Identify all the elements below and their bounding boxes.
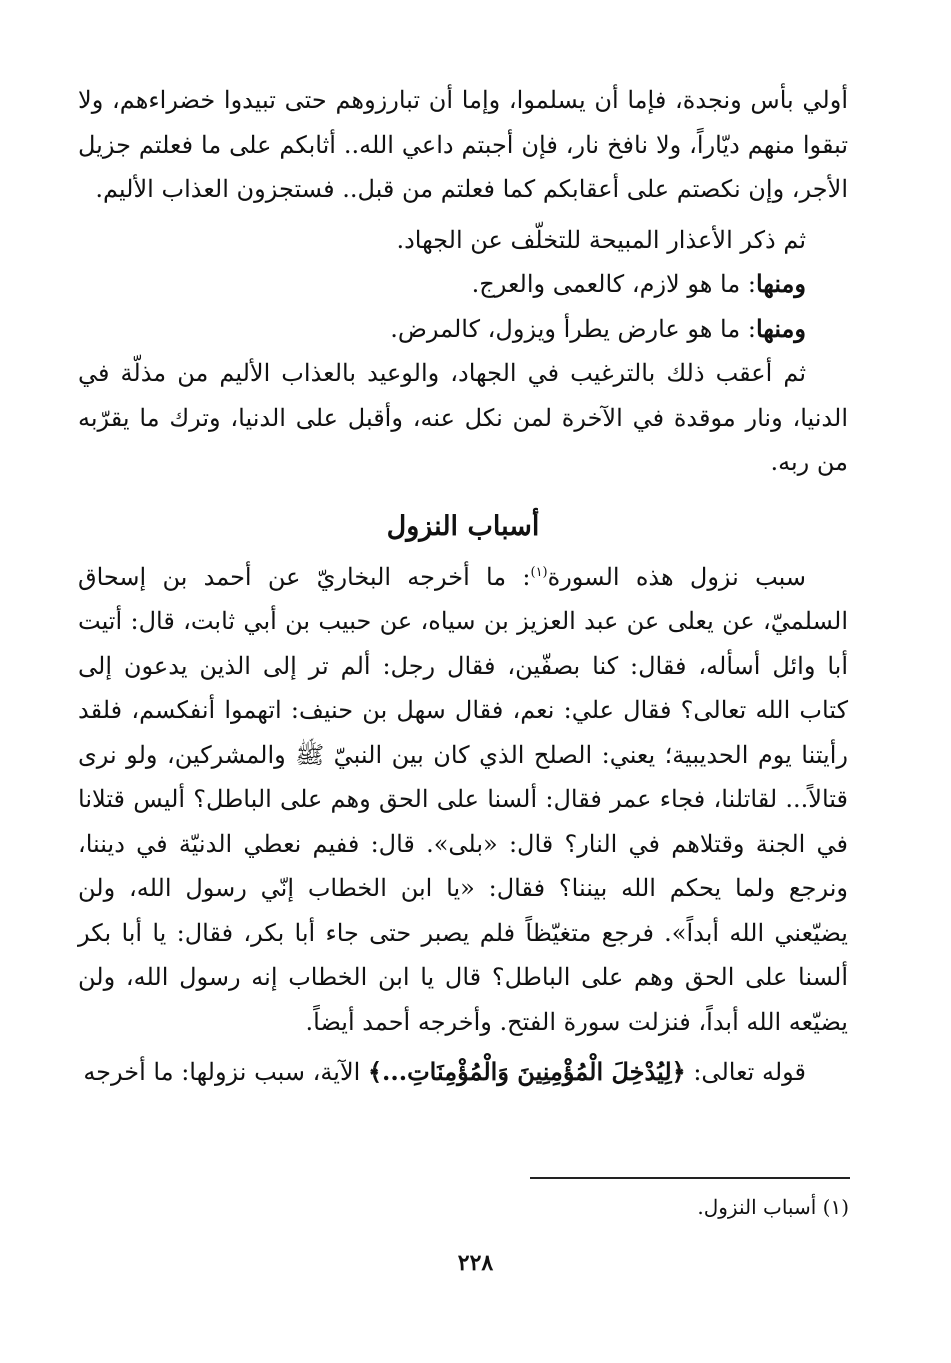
footnote-reference: (١) [530, 564, 548, 580]
body-paragraph-4 [78, 307, 848, 352]
paragraph-text: سبب نزول هذه السورة [547, 562, 806, 591]
body-paragraph-5: ثم أعقب ذلك بالترغيب في الجهاد، والوعيد بالعذاب الأليم من مذلّة في الدنيا، ونار موقدة في الآخرة لمن نكل عنه، وأقبل على الدنيا، وترك ما يقرّبه من ربه. [78, 359, 848, 476]
section-paragraph-2 [78, 1050, 848, 1095]
keyword-label: ومنها [755, 269, 806, 298]
paragraph-text: : ما هو لازم، كالعمى والعرج. [471, 270, 756, 298]
body-paragraph-1: أولي بأس ونجدة، فإما أن يسلموا، وإما أن تبارزوهم حتى تبيدوا خضراءهم، ولا تبقوا منهم ديّاراً، ولا نافخ نار، فإن أجبتم داعي الله.. أثابكم على ما فعلتم جزيل الأجر، وإن نكصتم على أعقابكم كما فعلتم من قبل.. فستجزون العذاب الأليم. [78, 86, 848, 203]
paragraph-text: : ما هو عارض يطرأ ويزول، كالمرض. [390, 314, 756, 343]
section-paragraph-1 [78, 555, 848, 1045]
footnote: (١) أسباب النزول. [697, 1195, 849, 1219]
keyword-label: ومنها [755, 313, 806, 343]
body-paragraph-3 [78, 262, 848, 307]
page-content [78, 78, 848, 1095]
footnote-divider [530, 1177, 850, 1179]
quran-verse: ﴿لِيُدْخِلَ الْمُؤْمِنِينَ وَالْمُؤْمِنَاتِ...﴾ [367, 1057, 686, 1086]
paragraph-text: الآية، سبب نزولها: ما أخرجه [83, 1058, 368, 1086]
body-paragraph-2: ثم ذكر الأعذار المبيحة للتخلّف عن الجهاد. [396, 225, 806, 254]
page-number: ٢٢٨ [457, 1250, 494, 1276]
paragraph-text: : ما أخرجه البخاريّ عن أحمد بن إسحاق السلميّ، عن يعلى عن عبد العزيز بن سياه، عن حبيب بن أبي ثابت، قال: أتيت أبا وائل أسأله، فقال: كنا بصفّين، فقال رجل: ألم تر إلى الذين يدعون إلى كتاب الله تعالى؟ فقال علي: نعم، فقال سهل بن حنيف: اتهموا أنفكسم، فلقد رأيتنا يوم الحديبية؛ يعني: الصلح الذي كان بين النبيّ ﷺ والمشركين، ولو نرى قتالاً... لقاتلنا، فجاء عمر فقال: ألسنا على الحق وهم على الباطل؟ أليس قتلانا في الجنة وقتلاهم في النار؟ قال: «بلى». قال: ففيم نعطي الدنيّة في ديننا، ونرجع ولما يحكم الله بيننا؟ فقال: «يا ابن الخطاب إنّي رسول الله، ولن يضيّعني الله أبداً». فرجع متغيّظاً فلم يصبر حتى جاء أبا بكر، فقال: يا أبا بكر ألسنا على الحق وهم على الباطل؟ قال يا ابن الخطاب إنه رسول الله، ولن يضيّعه الله أبداً، فنزلت سورة الفتح. وأخرجه أحمد أيضاً. [78, 562, 849, 1036]
section-heading: أسباب النزول [386, 510, 540, 542]
paragraph-text: قوله تعالى: [685, 1058, 806, 1086]
